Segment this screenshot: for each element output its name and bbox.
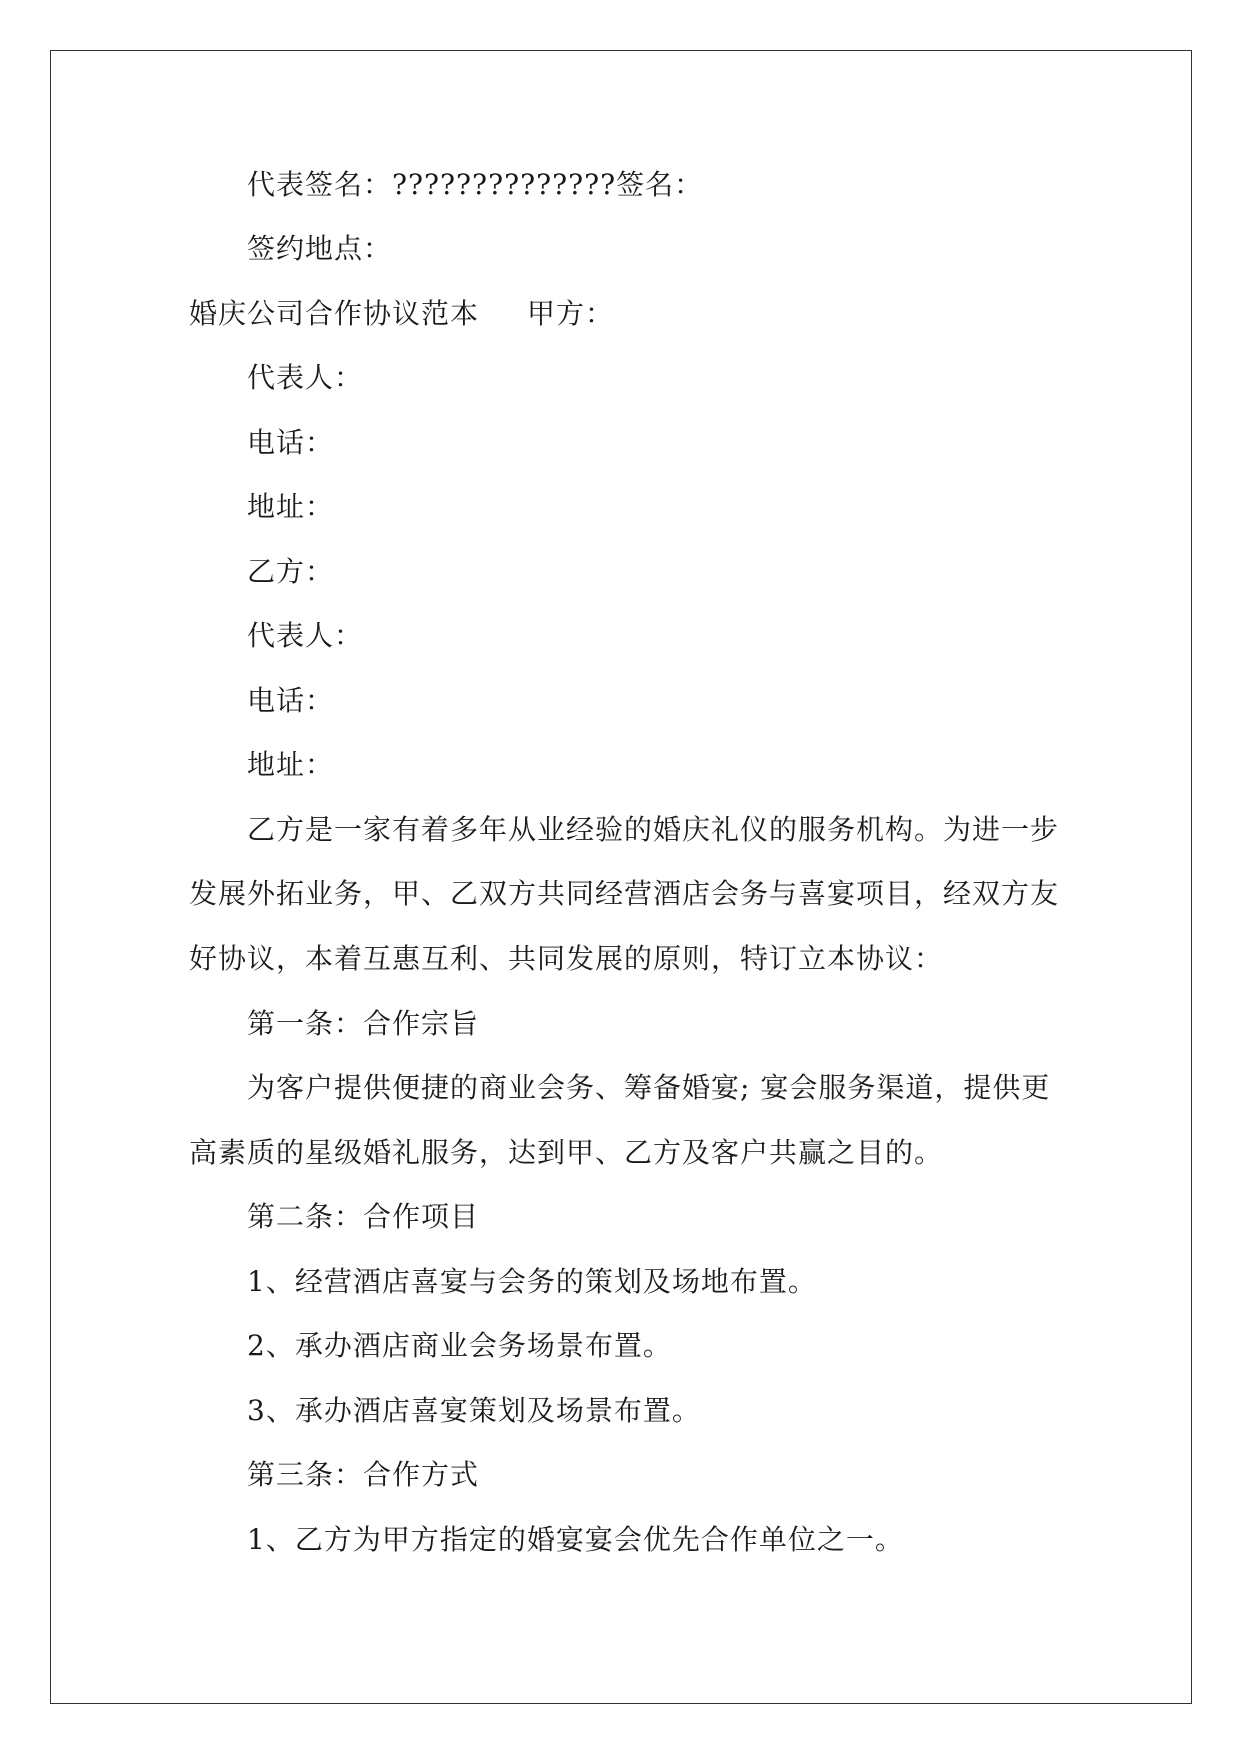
party-a-phone: 电话： — [247, 426, 335, 459]
article-3-item-1: 1、乙方为甲方指定的婚宴宴会优先合作单位之一。 — [247, 1523, 904, 1556]
article-2-item-3: 3、承办酒店喜宴策划及场景布置。 — [247, 1394, 701, 1427]
intro-paragraph-line-1: 乙方是一家有着多年从业经验的婚庆礼仪的服务机构。为进一步 — [247, 813, 1060, 846]
article-3-heading: 第三条：合作方式 — [247, 1458, 480, 1491]
document-title: 婚庆公司合作协议范本 — [189, 297, 480, 330]
title-and-party-a-line — [189, 296, 614, 332]
article-1-text-line-1: 为客户提供便捷的商业会务、筹备婚宴; 宴会服务渠道，提供更 — [247, 1071, 1051, 1104]
article-1-text-line-2: 高素质的星级婚礼服务，达到甲、乙方及客户共赢之目的。 — [189, 1136, 944, 1169]
party-b-label: 乙方： — [247, 555, 335, 588]
party-b-representative: 代表人： — [247, 619, 364, 652]
signing-place-line: 签约地点： — [247, 232, 393, 265]
article-2-item-2: 2、承办酒店商业会务场景布置。 — [247, 1329, 672, 1362]
article-2-item-1: 1、经营酒店喜宴与会务的策划及场地布置。 — [247, 1265, 817, 1298]
party-a-representative: 代表人： — [247, 361, 364, 394]
intro-paragraph-line-2: 发展外拓业务，甲、乙双方共同经营酒店会务与喜宴项目，经双方友 — [189, 877, 1060, 910]
signature-line: 代表签名：??????????????签名： — [247, 168, 704, 201]
party-a-address: 地址： — [247, 490, 335, 523]
article-1-heading: 第一条：合作宗旨 — [247, 1007, 480, 1040]
party-b-address: 地址： — [247, 748, 335, 781]
article-2-heading: 第二条：合作项目 — [247, 1200, 480, 1233]
party-b-phone: 电话： — [247, 684, 335, 717]
intro-paragraph-line-3: 好协议，本着互惠互利、共同发展的原则，特订立本协议： — [189, 942, 944, 975]
party-a-label: 甲方： — [527, 297, 615, 330]
